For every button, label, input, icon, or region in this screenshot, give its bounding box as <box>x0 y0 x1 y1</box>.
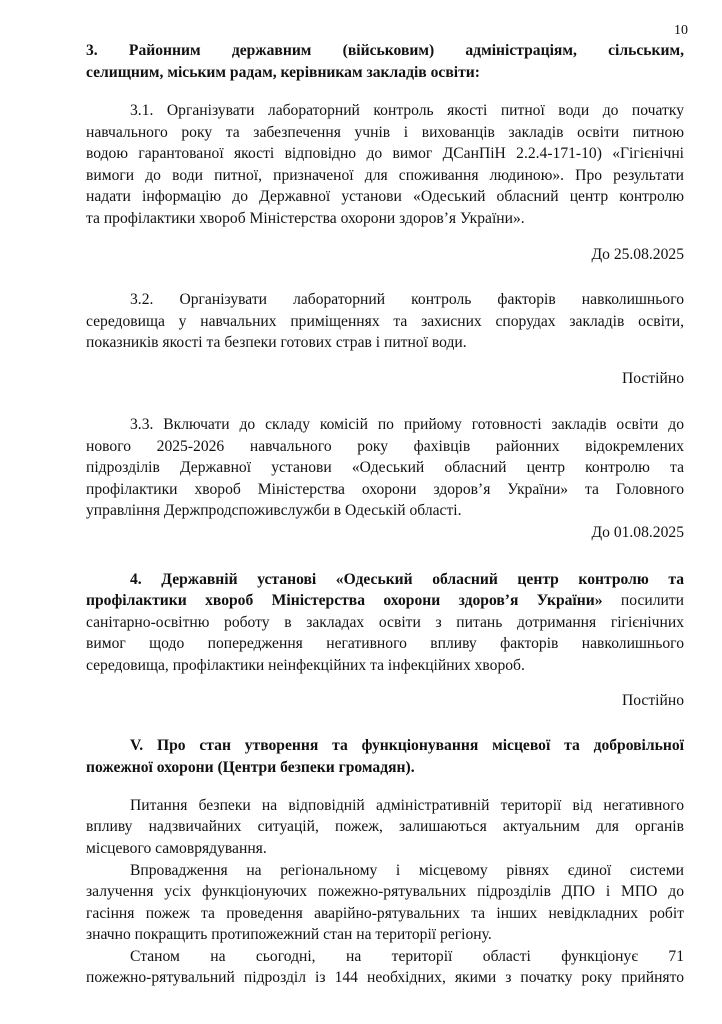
section-3-heading-line-2: селищним, міським радам, керівникам закладів освіти: <box>86 64 480 81</box>
section-3-heading-line-1: 3. Районним державним (військовим) адміністраціям, сільським, <box>86 42 684 59</box>
item-3-2-line-2: середовища у навчальних приміщеннях та захисних спорудах закладів освіти, <box>86 313 684 330</box>
section-v-heading-line-2: пожежної охорони (Центри безпеки громадян). <box>86 759 415 776</box>
section-4-line-3: санітарно-освітню роботу в закладах освіти з питань дотримання гігієнічних <box>86 614 684 631</box>
item-3-1-deadline: До 25.08.2025 <box>591 246 684 263</box>
section-v-para-1-line-3: місцевого самоврядування. <box>86 840 267 857</box>
item-3-3-line-1: 3.3. Включати до складу комісій по прийому готовності закладів освіти до <box>130 416 684 433</box>
section-v-para-2-line-4: значно покращить протипожежний стан на території регіону. <box>86 926 492 943</box>
page-number: 10 <box>674 23 688 38</box>
section-4-line-2: профілактики хвороб Міністерства охорони здоров’я України» посилити <box>86 592 684 609</box>
item-3-1-line-2: навчального року та забезпечення учнів і вихованців закладів освіти питною <box>86 124 684 141</box>
section-v-para-3-line-2: пожежно-рятувальний підрозділ із 144 необхідних, якими з початку року прийнято <box>86 969 684 986</box>
item-3-3-line-2: нового 2025-2026 навчального року фахівців районних відокремлених <box>86 438 684 455</box>
section-v-heading-line-1: V. Про стан утворення та функціонування місцевої та добровільної <box>130 737 684 754</box>
item-3-3-deadline: До 01.08.2025 <box>591 524 684 541</box>
section-v-para-1-line-2: впливу надзвичайних ситуацій, пожеж, залишаються актуальним для органів <box>86 818 684 835</box>
item-3-1-line-6: та профілактики хвороб Міністерства охорони здоров’я України». <box>86 210 525 227</box>
item-3-1-line-4: вимоги до води питної, призначеної для споживання людиною». Про результати <box>86 167 684 184</box>
item-3-1-line-5: надати інформацію до Державної установи «Одеський обласний центр контролю <box>86 188 684 205</box>
section-4-line-1: 4. Державній установі «Одеський обласний центр контролю та <box>130 571 684 588</box>
item-3-3-line-4: профілактики хвороб Міністерства охорони здоров’я України» та Головного <box>86 481 684 498</box>
section-4-line-4: вимог щодо попередження негативного впливу факторів навколишнього <box>86 635 684 652</box>
section-4-line-5: середовища, профілактики неінфекційних та інфекційних хвороб. <box>86 657 525 674</box>
section-v-para-3-line-1: Станом на сьогодні, на території області функціонує 71 <box>130 948 684 965</box>
section-v-para-2-line-3: гасіння пожеж та проведення аварійно-рятувальних та інших невідкладних робіт <box>86 905 684 922</box>
item-3-1-line-3: водою гарантованої якості відповідно до вимог ДСанПіН 2.2.4-171-10) «Гігієнічні <box>86 145 684 162</box>
item-3-2-deadline: Постійно <box>621 370 684 387</box>
item-3-2-line-3: показників якості та безпеки готових страв і питної води. <box>86 334 467 351</box>
item-3-1-line-1: 3.1. Організувати лабораторний контроль якості питної води до початку <box>130 102 684 119</box>
item-3-3-line-3: підрозділів Державної установи «Одеський обласний центр контролю та <box>86 459 684 476</box>
item-3-3-line-5: управління Держпродспоживслужби в Одеській області. <box>86 502 462 519</box>
section-4-deadline: Постійно <box>621 692 684 709</box>
item-3-2-line-1: 3.2. Організувати лабораторний контроль факторів навколишнього <box>130 291 684 308</box>
section-v-para-2-line-2: залучення усіх функціонуючих пожежно-рятувальних підрозділів ДПО і МПО до <box>86 883 684 900</box>
section-v-para-2-line-1: Впровадження на регіональному і місцевому рівнях єдиної системи <box>130 862 684 879</box>
section-v-para-1-line-1: Питання безпеки на відповідній адміністративній території від негативного <box>130 797 684 814</box>
